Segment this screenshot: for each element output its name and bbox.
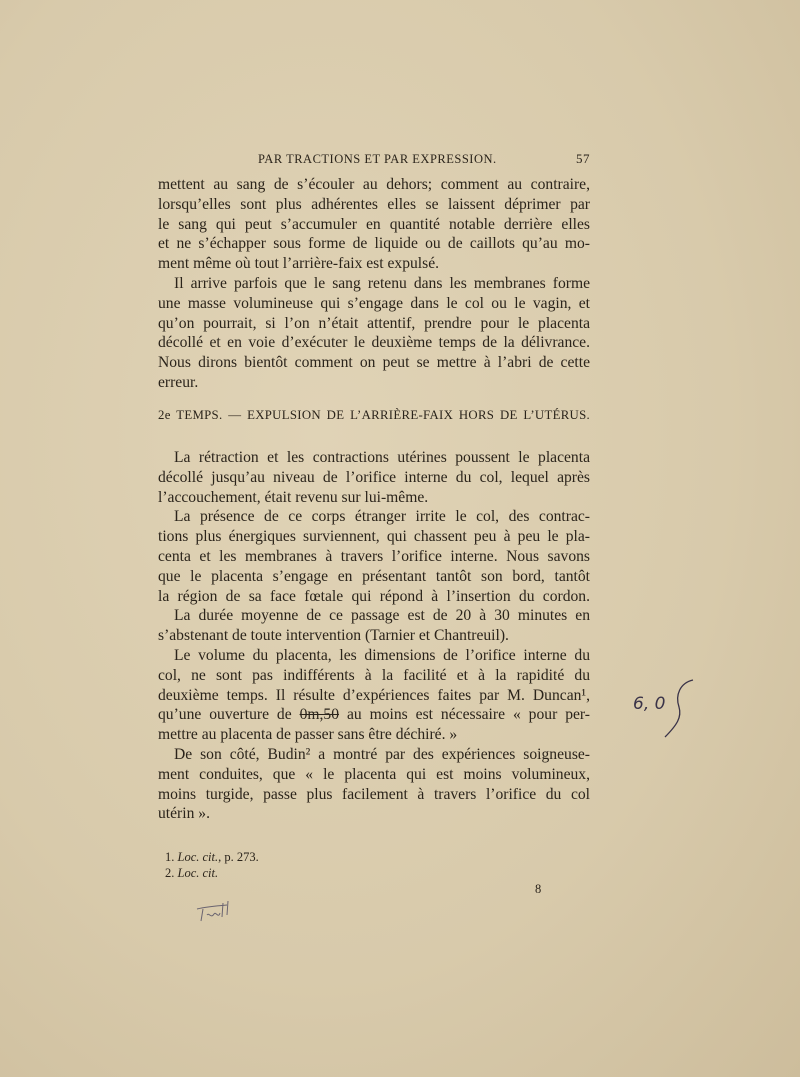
- text-line: Le volume du placenta, les dimensions de l’orifice interne du: [174, 646, 590, 664]
- paragraph-7: [158, 745, 590, 824]
- text-line: erreur.: [158, 373, 199, 391]
- footnote-2: [165, 865, 259, 881]
- section-heading: 2e TEMPS. — EXPULSION DE L’ARRIÈRE-FAIX HORS DE L’UTÉRUS.: [158, 408, 590, 422]
- footnote-1: [165, 849, 259, 865]
- text-line: Nous dirons bientôt comment on peut se mettre à l’abri de cette: [158, 354, 590, 372]
- text-line: le sang qui peut s’accumuler en quantité notable derrière elles: [158, 215, 590, 233]
- signature-mark: 8: [535, 882, 542, 896]
- running-head-title: PAR TRACTIONS ET PAR EXPRESSION.: [258, 152, 497, 166]
- text-line: De son côté, Budin² a montré par des expériences soigneuse-: [174, 745, 590, 763]
- text-line: et ne s’échapper sous forme de liquide ou de caillots qu’au mo-: [158, 235, 590, 253]
- text-line: Il arrive parfois que le sang retenu dans les membranes forme: [174, 274, 590, 292]
- text-line: s’abstenant de toute intervention (Tarnier et Chantreuil).: [158, 627, 509, 645]
- page-number: 57: [576, 151, 590, 166]
- paragraph-4: [158, 507, 590, 606]
- footnote-ref: Loc. cit.: [177, 850, 219, 864]
- handwritten-margin-note: 6, 0: [633, 694, 666, 714]
- text-line: mettent au sang de s’écouler au dehors; comment au contraire,: [158, 176, 590, 193]
- handwritten-scribble-icon: [195, 897, 240, 923]
- footnotes: [165, 849, 259, 881]
- paragraph-2: [158, 274, 590, 393]
- text-line: mettre au placenta de passer sans être déchiré. »: [158, 726, 458, 744]
- text-line: décollé jusqu’au niveau de l’orifice interne du col, lequel après: [158, 468, 590, 486]
- text-line: l’accouchement, était revenu sur lui-même.: [158, 488, 429, 506]
- running-head: [158, 150, 590, 170]
- text-block-upper: [158, 175, 590, 393]
- footnote-ref: Loc. cit.: [177, 866, 219, 880]
- text-line: qu’on pourrait, si l’on n’était attentif, prendre pour le placenta: [158, 314, 590, 332]
- text-line: centa et les membranes à travers l’orifice interne. Nous savons: [158, 547, 590, 565]
- text-line: une masse volumineuse qui s’engage dans le col ou le vagin, et: [158, 294, 590, 312]
- paragraph-6: [158, 646, 590, 745]
- struck-measurement: 0m,50: [299, 706, 340, 724]
- text-line: La durée moyenne de ce passage est de 20 à 30 minutes en: [174, 607, 590, 625]
- text-line: deuxième temps. Il résulte d’expériences faites par M. Duncan¹,: [158, 686, 590, 704]
- footnote-rest: , p. 273.: [218, 850, 259, 864]
- footnote-number: 1.: [165, 850, 175, 864]
- text-line: La rétraction et les contractions utérines poussent le placenta: [174, 449, 590, 466]
- text-line: col, ne sont pas indifférents à la facilité et à la rapidité du: [158, 666, 590, 684]
- text-line: La présence de ce corps étranger irrite le col, des contrac-: [174, 508, 590, 526]
- text-line: utérin ».: [158, 805, 210, 823]
- text-line: décollé et en voie d’exécuter le deuxième temps de la délivrance.: [158, 334, 590, 352]
- paragraph-1: [158, 175, 590, 274]
- text-line: lorsqu’elles sont plus adhérentes elles se laissent déprimer par: [158, 195, 590, 213]
- footnote-number: 2.: [165, 866, 175, 880]
- text-block-lower: [158, 448, 590, 824]
- text-line-with-strikethrough: [158, 705, 590, 725]
- text-line: ment conduites, que « le placenta qui est moins volumineux,: [158, 765, 590, 783]
- text-line: la région de sa face fœtale qui répond à l’insertion du cordon.: [158, 587, 590, 605]
- text-fragment: au moins est nécessaire « pour per-: [339, 706, 590, 724]
- paragraph-3: [158, 448, 590, 507]
- text-line: que le placenta s’engage en présentant tantôt son bord, tantôt: [158, 567, 590, 585]
- paragraph-5: [158, 606, 590, 646]
- text-fragment: qu’une ouverture de: [158, 706, 300, 724]
- text-line: ment même où tout l’arrière-faix est expulsé.: [158, 255, 440, 273]
- text-line: tions plus énergiques surviennent, qui chassent peu à peu le pla-: [158, 528, 590, 546]
- text-line: moins turgide, passe plus facilement à travers l’orifice du col: [158, 785, 590, 803]
- handwritten-bracket-icon: [655, 675, 700, 745]
